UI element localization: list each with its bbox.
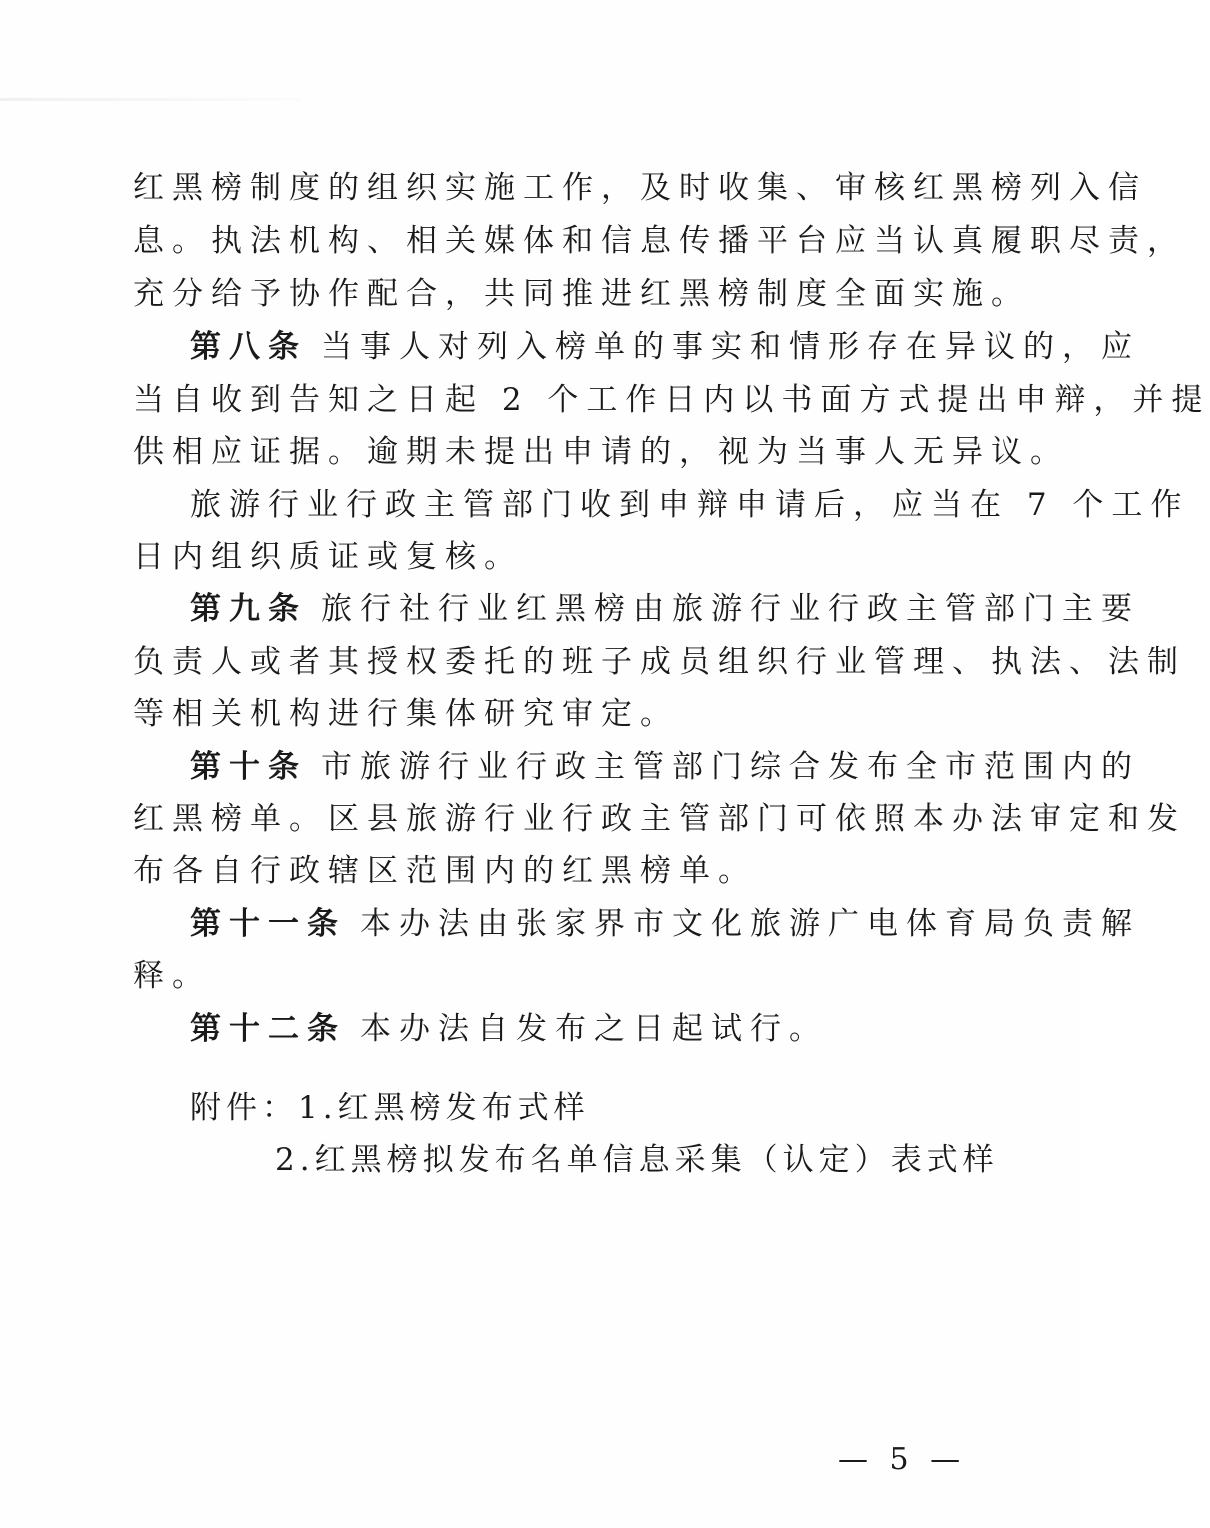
body-line: 充分给予协作配合，共同推进红黑榜制度全面实施。 [133, 276, 1030, 312]
body-line: 布各自行政辖区范围内的红黑榜单。 [133, 853, 757, 889]
body-text: 旅行社行业红黑榜由旅游行业行政主管部门主要 [321, 591, 1140, 627]
body-text: 当事人对列入榜单的事实和情形存在异议的，应 [321, 329, 1140, 365]
body-line: 供相应证据。逾期未提出申请的，视为当事人无异议。 [133, 434, 1069, 470]
article-heading: 第十条 [190, 749, 307, 785]
body-line: 等相关机构进行集体研究审定。 [133, 696, 679, 732]
article-heading: 第十二条 [190, 1011, 346, 1047]
body-line: 释。 [133, 958, 211, 994]
body-line: 红黑榜单。区县旅游行业行政主管部门可依照本办法审定和发 [133, 801, 1186, 837]
article-first-line [190, 904, 1140, 944]
body-text: 本办法自发布之日起试行。 [360, 1011, 828, 1047]
body-line: 当自收到告知之日起 2 个工作日内以书面方式提出申辩，并提 [133, 382, 1210, 418]
article-first-line [190, 1009, 828, 1049]
article-first-line [190, 327, 1140, 367]
attachment-item: 2.红黑榜拟发布名单信息采集（认定）表式样 [275, 1142, 999, 1178]
article-heading: 第八条 [190, 329, 307, 365]
body-line: 旅游行业行政主管部门收到申辩申请后，应当在 7 个工作 [190, 487, 1190, 523]
body-line: 息。执法机构、相关媒体和信息传播平台应当认真履职尽责， [133, 223, 1186, 259]
body-line: 负责人或者其授权委托的班子成员组织行业管理、执法、法制 [133, 644, 1186, 680]
attachment-line [190, 1088, 590, 1128]
body-line: 红黑榜制度的组织实施工作，及时收集、审核红黑榜列入信 [133, 170, 1147, 206]
body-line: 日内组织质证或复核。 [133, 539, 523, 575]
attachment-item: 1.红黑榜发布式样 [298, 1090, 590, 1126]
article-first-line [190, 747, 1140, 787]
attachment-label: 附件： [190, 1090, 298, 1126]
article-first-line [190, 589, 1140, 629]
body-text: 市旅游行业行政主管部门综合发布全市范围内的 [321, 749, 1140, 785]
article-heading: 第九条 [190, 591, 307, 627]
page-number: — 5 — [838, 1442, 967, 1477]
body-text: 本办法由张家界市文化旅游广电体育局负责解 [360, 906, 1140, 942]
article-heading: 第十一条 [190, 906, 346, 942]
scan-artifact [0, 98, 300, 101]
